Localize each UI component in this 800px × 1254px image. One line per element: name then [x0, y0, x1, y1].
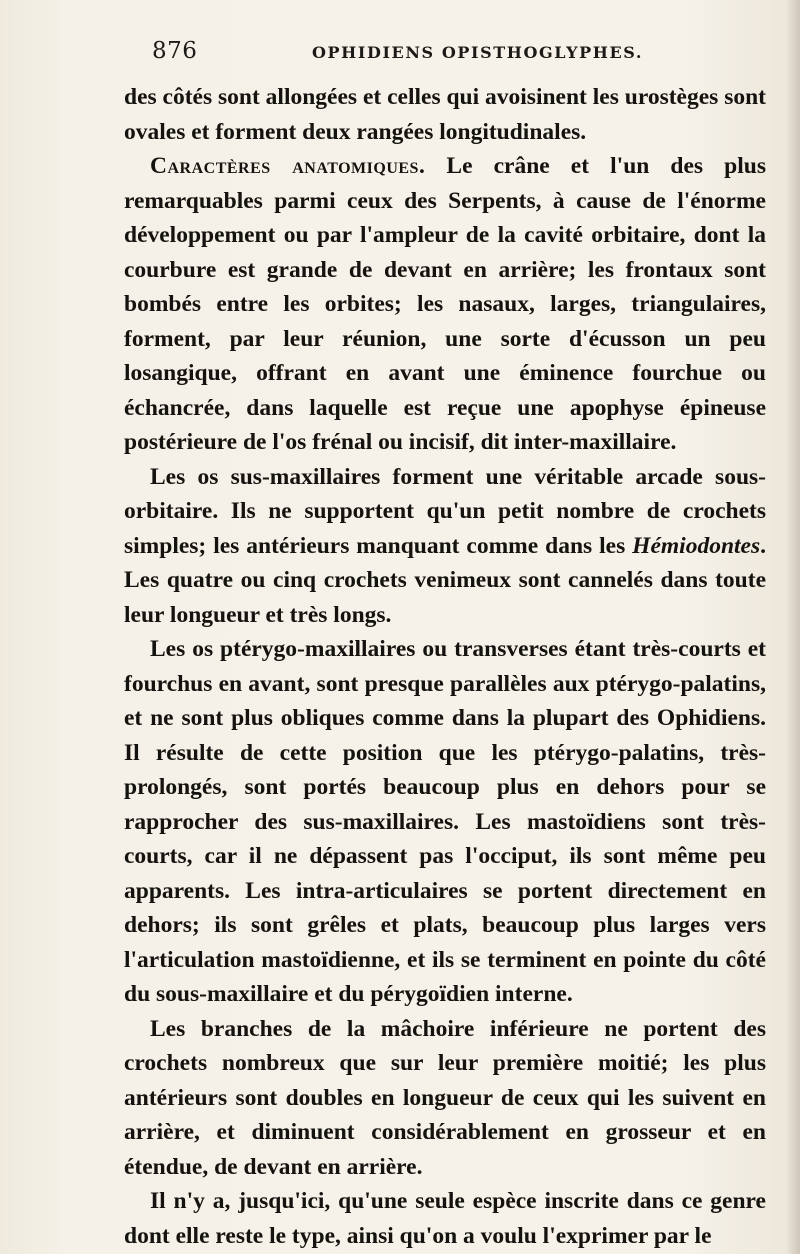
section-heading-anatomical: Caractères anatomiques. — [150, 153, 426, 179]
paragraph-6: Il n'y a, jusqu'ici, qu'une seule espèce inscrite dans ce genre dont elle reste le type, ainsi qu'on a voulu l'exprimer par le — [124, 1188, 766, 1249]
paragraph-3-text-a: Les os sus-maxillaires forment une véritable arcade sous-orbitaire. Ils ne supportent qu'un petit nombre de crochets simples; les antérieurs manquant comme dans les — [124, 463, 766, 559]
paragraph-2 — [124, 149, 766, 460]
running-title: OPHIDIENS OPISTHOGLYPHES. — [312, 43, 644, 62]
paragraph-4: Les os ptérygo-maxillaires ou transverses étant très-courts et fourchus en avant, sont presque parallèles aux ptérygo-palatins, et ne sont plus obliques comme dans la plupart des Ophidiens. Il résulte de cette position que les ptérygo-palatins, très-prolongés, sont portés beaucoup plus en dehors pour se rapprocher des sus-maxillaires. Les mastoïdiens sont très-courts, car il ne dépassent pas l'occiput, ils sont même peu apparents. Les intra-articulaires se portent directement en dehors; ils sont grêles et plats, beaucoup plus larges vers l'articulation mastoïdienne, et ils se terminent en pointe du côté du sous-maxillaire et du pérygoïdien interne. — [124, 636, 766, 1007]
paragraph-5: Les branches de la mâchoire inférieure ne portent des crochets nombreux que sur leur première moitié; les plus antérieurs sont doubles en longueur de ceux qui les suivent en arrière, et diminuent considérablement en grosseur et en étendue, de devant en arrière. — [124, 1015, 766, 1180]
paragraph-1: des côtés sont allongées et celles qui avoisinent les urostèges sont ovales et forment deux rangées longitudinales. — [124, 84, 766, 145]
page-edge-shadow — [786, 0, 800, 1254]
page-header — [152, 38, 712, 72]
paragraph-2-text: Le crâne et l'un des plus remarquables parmi ceux des Serpents, à cause de l'énorme développement ou par l'ampleur de la cavité orbitaire, dont la courbure est grande de devant en arrière; les frontaux sont bombés entre les orbites; les nasaux, larges, triangulaires, forment, par leur réunion, une sorte d'écusson un peu losangique, offrant en avant une éminence fourchue ou échancrée, dans laquelle est reçue une apophyse épineuse postérieure de l'os frénal ou incisif, dit inter-maxillaire. — [124, 153, 766, 455]
body-text — [124, 80, 766, 1253]
paragraph-3-text-b: . Les quatre ou cinq crochets venimeux sont cannelés dans toute leur longueur et très longs. — [124, 532, 766, 628]
genus-name: Hémiodontes — [632, 532, 761, 559]
paragraph-3 — [124, 460, 766, 633]
page-number: 876 — [152, 38, 198, 64]
